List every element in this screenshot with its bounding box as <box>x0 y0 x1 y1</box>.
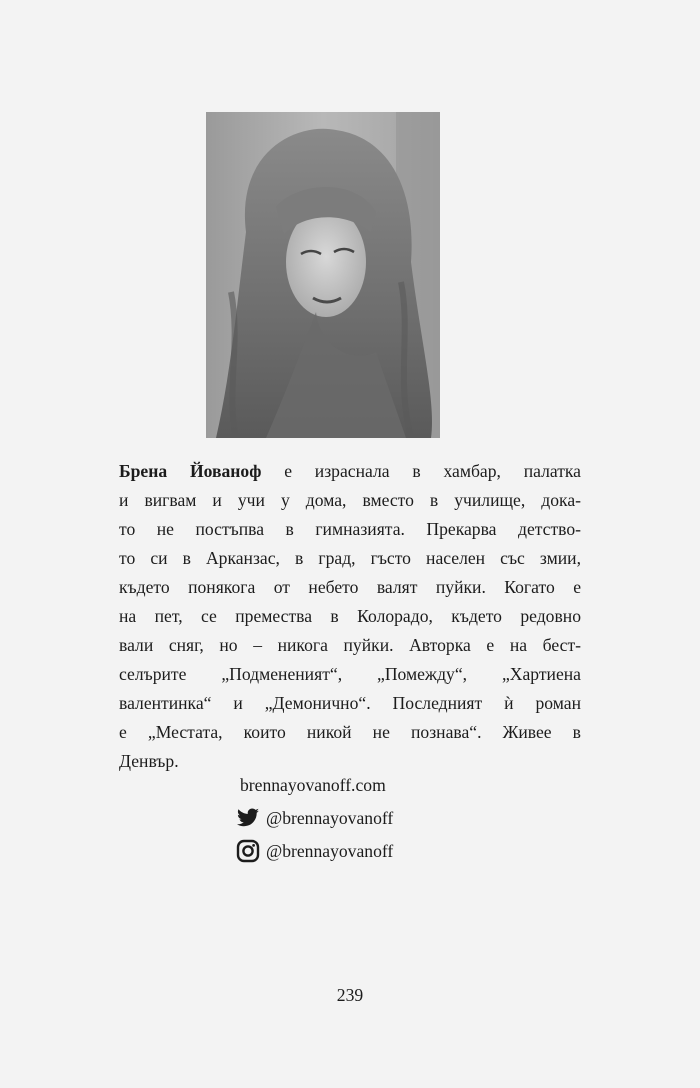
bio-line: то не постъпва в гимназията. Прекарва детство- <box>119 519 581 539</box>
bio-line: вали сняг, но – никога пуйки. Авторка е на бест- <box>119 635 581 655</box>
bio-line: и вигвам и учи у дома, вместо в училище, дока- <box>119 490 581 510</box>
bio-line: Денвър. <box>119 751 179 771</box>
author-photo <box>206 112 440 438</box>
bio-line: където понякога от небето валят пуйки. Когато е <box>119 577 581 597</box>
instagram-icon <box>236 839 260 863</box>
instagram-contact[interactable] <box>236 834 466 867</box>
author-bio <box>119 457 581 776</box>
bio-line: селърите „Подмененият“, „Помежду“, „Хартиена <box>119 664 581 684</box>
bio-line: валентинка“ и „Демонично“. Последният ѝ роман <box>119 693 581 713</box>
bio-line: Брена Йованоф е израснала в хамбар, палатка <box>119 461 581 481</box>
page-number: 239 <box>336 985 364 1005</box>
contact-list <box>236 768 466 867</box>
author-name: Брена Йованоф <box>119 461 262 481</box>
website-link[interactable]: brennayovanoff.com <box>240 774 386 795</box>
twitter-handle: @brennayovanoff <box>266 807 394 828</box>
instagram-handle: @brennayovanoff <box>266 840 394 861</box>
twitter-bird-icon <box>236 806 260 830</box>
bio-line: на пет, се премества в Колорадо, където редовно <box>119 606 581 626</box>
bio-line: е „Местата, които никой не познава“. Живее в <box>119 722 581 742</box>
bio-line: то си в Арканзас, в град, гъсто населен със змии, <box>119 548 581 568</box>
twitter-contact[interactable] <box>236 801 466 834</box>
